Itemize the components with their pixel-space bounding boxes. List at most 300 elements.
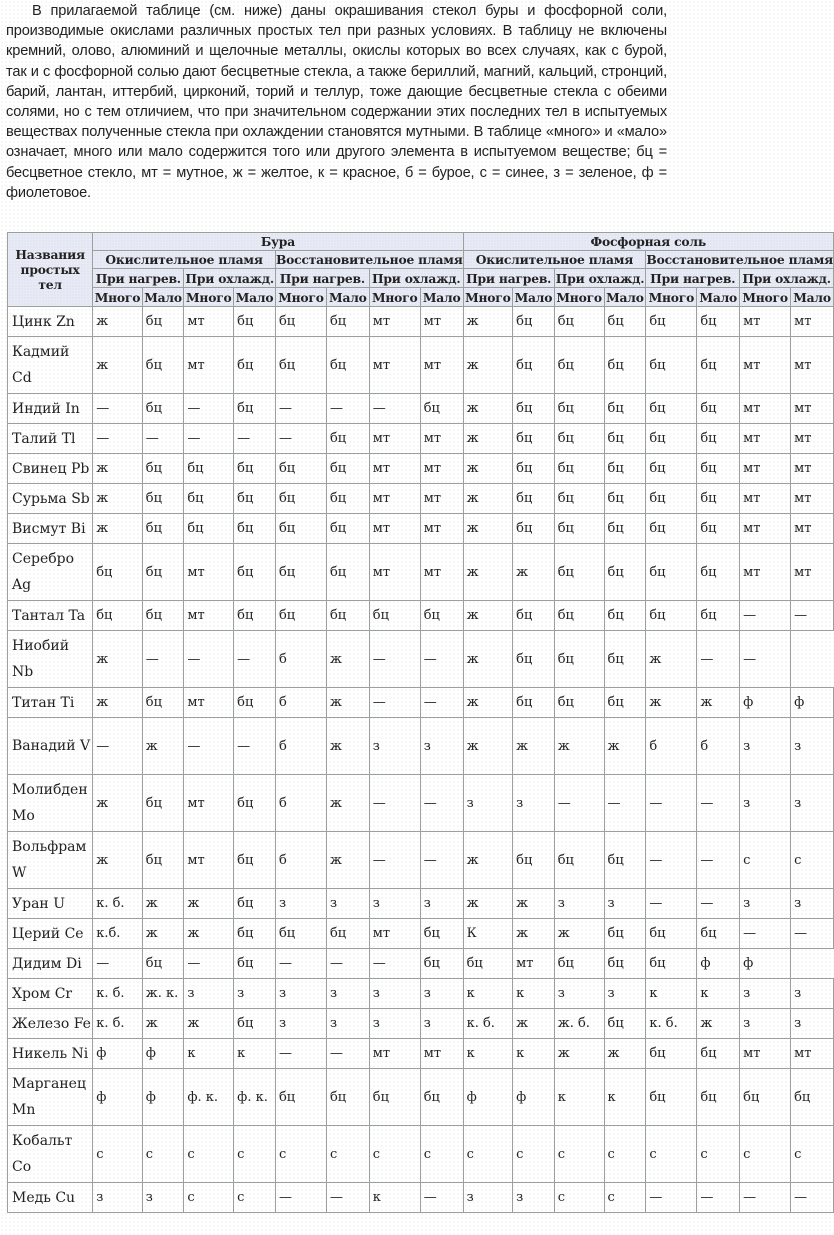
color-cell: бц — [697, 544, 740, 601]
color-cell: — — [234, 718, 276, 775]
table-row — [8, 1126, 834, 1183]
element-name-cell: Титан Ti — [8, 688, 93, 718]
color-cell: бц — [646, 307, 697, 337]
table-row — [8, 688, 834, 718]
color-cell: с — [184, 1183, 234, 1213]
header-condition-heating: При нагрев. — [646, 269, 740, 288]
color-cell: бц — [697, 307, 740, 337]
color-cell: з — [326, 979, 369, 1009]
color-cell: мт — [791, 307, 834, 337]
color-cell: с — [234, 1126, 276, 1183]
color-cell: к — [369, 1183, 420, 1213]
element-name-cell: Медь Cu — [8, 1183, 93, 1213]
color-cell: — — [142, 424, 184, 454]
color-cell: — — [326, 394, 369, 424]
table-row — [8, 979, 834, 1009]
color-cell: ж — [604, 718, 646, 775]
color-cell: ж — [513, 718, 555, 775]
color-cell: бц — [234, 484, 276, 514]
color-cell: бц — [513, 454, 555, 484]
color-cell: мт — [420, 454, 463, 484]
color-cell: бц — [234, 544, 276, 601]
color-cell: ж — [604, 1039, 646, 1069]
table-row — [8, 1039, 834, 1069]
color-cell: к. б. — [93, 979, 143, 1009]
color-cell: бц — [420, 601, 463, 631]
header-amount-much: Много — [646, 288, 697, 307]
header-amount-much: Много — [184, 288, 234, 307]
header-amount-much: Много — [94, 289, 141, 305]
color-cell: бц — [275, 544, 326, 601]
color-cell: ж — [463, 454, 513, 484]
color-cell: з — [369, 718, 420, 775]
color-cell: з — [554, 979, 604, 1009]
table-row — [8, 1009, 834, 1039]
color-cell: ф — [142, 1069, 184, 1126]
table-row — [8, 394, 834, 424]
color-cell: б — [646, 718, 697, 775]
color-cell: ф — [142, 1039, 184, 1069]
color-cell: с — [234, 1183, 276, 1213]
table-row — [8, 832, 834, 889]
color-cell: бц — [234, 307, 276, 337]
color-cell: — — [697, 832, 740, 889]
color-cell: — — [184, 394, 234, 424]
color-cell: — — [646, 889, 697, 919]
color-cell: бц — [234, 919, 276, 949]
header-condition-cooling: При охлажд. — [369, 269, 463, 288]
color-cell: бц — [697, 337, 740, 394]
color-cell: бц — [697, 1039, 740, 1069]
color-cell: бц — [234, 832, 276, 889]
color-cell: бц — [697, 514, 740, 544]
color-cell: с — [326, 1126, 369, 1183]
color-cell: ж — [463, 718, 513, 775]
color-cell: — — [275, 1183, 326, 1213]
color-cell: бц — [513, 688, 555, 718]
element-name-cell: Сурьма Sb — [8, 484, 93, 514]
color-cell: — — [646, 1183, 697, 1213]
color-cell: ж — [184, 919, 234, 949]
color-cell: ж — [513, 1009, 555, 1039]
color-cell: — — [369, 631, 420, 688]
color-cell: бц — [326, 514, 369, 544]
color-cell: бц — [142, 832, 184, 889]
color-cell: с — [275, 1126, 326, 1183]
color-cell: бц — [513, 307, 555, 337]
color-cell: ж — [463, 601, 513, 631]
color-cell: ж — [326, 832, 369, 889]
color-cell: бц — [234, 775, 276, 832]
color-cell: ж — [463, 394, 513, 424]
color-cell: з — [463, 1183, 513, 1213]
missing-cell — [791, 949, 834, 979]
color-cell: ж — [463, 514, 513, 544]
color-cell: — — [369, 775, 420, 832]
color-cell: — — [275, 1039, 326, 1069]
color-cell: мт — [184, 337, 234, 394]
color-cell: з — [369, 979, 420, 1009]
color-cell: — — [697, 631, 740, 688]
color-cell: бц — [604, 514, 646, 544]
color-cell: бц — [646, 337, 697, 394]
color-cell: мт — [184, 544, 234, 601]
color-cell: с — [604, 1126, 646, 1183]
color-cell: — — [93, 424, 143, 454]
color-cell: бц — [697, 394, 740, 424]
color-cell: ж — [184, 889, 234, 919]
color-cell: бц — [513, 337, 555, 394]
color-cell: бц — [604, 454, 646, 484]
table-row — [8, 718, 834, 775]
color-cell: з — [142, 1183, 184, 1213]
color-cell: мт — [740, 424, 791, 454]
color-cell: — — [791, 919, 834, 949]
header-amount-little: Мало — [234, 288, 276, 307]
color-cell: бц — [554, 514, 604, 544]
color-cell: бц — [604, 544, 646, 601]
table-row — [8, 307, 834, 337]
color-cell: бц — [554, 544, 604, 601]
color-cell: бц — [646, 1069, 697, 1126]
color-cell: — — [275, 424, 326, 454]
table-row — [8, 424, 834, 454]
color-cell: мт — [791, 544, 834, 601]
color-cell: мт — [740, 454, 791, 484]
color-cell: бц — [142, 307, 184, 337]
color-cell: ж — [463, 337, 513, 394]
color-cell: бц — [604, 1009, 646, 1039]
color-cell: — — [369, 688, 420, 718]
color-cell: бц — [697, 454, 740, 484]
color-cell: мт — [369, 919, 420, 949]
color-cell: бц — [234, 688, 276, 718]
color-cell: с — [697, 1126, 740, 1183]
color-cell: ж — [697, 688, 740, 718]
color-cell: бц — [326, 424, 369, 454]
color-cell: ж — [142, 889, 184, 919]
color-cell: с — [369, 1126, 420, 1183]
color-cell: — — [275, 394, 326, 424]
color-cell: бц — [326, 601, 369, 631]
color-cell: бц — [646, 1039, 697, 1069]
color-cell: бц — [646, 514, 697, 544]
color-cell: з — [369, 889, 420, 919]
color-cell: к — [697, 979, 740, 1009]
color-cell: з — [326, 1009, 369, 1039]
color-cell: бц — [184, 484, 234, 514]
header-amount-little: Мало — [697, 288, 740, 307]
color-cell: — — [420, 832, 463, 889]
color-cell: бц — [234, 601, 276, 631]
header-amount-little: Мало — [514, 289, 553, 305]
color-cell: бц — [646, 424, 697, 454]
color-cell: — — [791, 601, 834, 631]
color-cell: мт — [740, 307, 791, 337]
color-cell: бц — [554, 832, 604, 889]
color-cell: мт — [420, 514, 463, 544]
color-cell: ф — [513, 1069, 555, 1126]
color-cell: з — [791, 1009, 834, 1039]
header-amount-little: Мало — [326, 288, 369, 307]
color-cell: мт — [791, 337, 834, 394]
element-name-cell: Уран U — [8, 889, 93, 919]
color-cell: ж — [513, 919, 555, 949]
color-cell: бц — [142, 949, 184, 979]
color-cell: ж — [142, 718, 184, 775]
color-cell: б — [697, 718, 740, 775]
color-cell: б — [275, 631, 326, 688]
color-cell: бц — [142, 601, 184, 631]
color-cell: бц — [369, 601, 420, 631]
color-cell: мт — [369, 424, 420, 454]
color-cell: — — [604, 775, 646, 832]
color-cell: бц — [604, 601, 646, 631]
color-cell: ф. к. — [234, 1069, 276, 1126]
element-name-cell: Индий In — [8, 394, 93, 424]
header-amount-little: Мало — [791, 288, 834, 307]
color-cell: ж — [463, 832, 513, 889]
color-cell: бц — [275, 454, 326, 484]
table-row — [8, 949, 834, 979]
element-name-cell: Висмут Bi — [8, 514, 93, 544]
color-cell: бц — [275, 514, 326, 544]
table-row — [8, 484, 834, 514]
color-cell: бц — [142, 394, 184, 424]
color-cell: ж — [554, 919, 604, 949]
color-cell: з — [740, 979, 791, 1009]
color-cell: — — [697, 889, 740, 919]
color-cell: бц — [142, 514, 184, 544]
color-cell: бц — [604, 919, 646, 949]
color-cell: мт — [740, 484, 791, 514]
color-cell: ж — [554, 1039, 604, 1069]
color-cell: бц — [326, 919, 369, 949]
header-amount-little: Мало — [144, 289, 182, 305]
color-cell: — — [326, 949, 369, 979]
header-amount-much: Много — [369, 288, 420, 307]
color-cell: мт — [740, 514, 791, 544]
color-cell: бц — [234, 454, 276, 484]
color-cell: ж — [463, 631, 513, 688]
header-amount-much: Много — [465, 289, 511, 305]
color-cell: бц — [234, 514, 276, 544]
color-cell: с — [554, 1183, 604, 1213]
color-cell: бц — [604, 484, 646, 514]
color-cell: бц — [513, 424, 555, 454]
table-row — [8, 514, 834, 544]
element-name-cell: Цинк Zn — [8, 307, 93, 337]
header-group-phosphate-salt: Фосфорная соль — [463, 233, 833, 251]
color-cell: ж — [463, 307, 513, 337]
color-cell: — — [420, 775, 463, 832]
color-cell: ж — [554, 718, 604, 775]
color-cell: мт — [740, 1039, 791, 1069]
color-cell: бц — [513, 631, 555, 688]
color-cell: — — [93, 718, 143, 775]
color-cell: бц — [554, 601, 604, 631]
color-cell: бц — [275, 307, 326, 337]
color-cell: с — [554, 1126, 604, 1183]
color-cell: бц — [142, 484, 184, 514]
color-cell: бц — [420, 1069, 463, 1126]
color-cell: бц — [646, 601, 697, 631]
color-cell: к. б. — [93, 889, 143, 919]
color-cell: с — [420, 1126, 463, 1183]
color-cell: мт — [420, 1039, 463, 1069]
color-cell: мт — [184, 688, 234, 718]
color-cell: с — [791, 832, 834, 889]
color-cell: к — [184, 1039, 234, 1069]
color-cell: ж — [463, 424, 513, 454]
color-cell: с — [740, 832, 791, 889]
color-cell: бц — [275, 601, 326, 631]
color-cell: бц — [275, 484, 326, 514]
color-cell: — — [697, 1183, 740, 1213]
header-condition-heating: При нагрев. — [93, 269, 184, 288]
color-cell: бц — [554, 631, 604, 688]
glass-coloration-table — [7, 232, 834, 1213]
table-row — [8, 544, 834, 601]
color-cell: ж — [184, 1009, 234, 1039]
color-cell: — — [646, 775, 697, 832]
color-cell: мт — [369, 514, 420, 544]
color-cell: бц — [554, 454, 604, 484]
color-cell: — — [234, 424, 276, 454]
element-name-cell: Тантал Ta — [8, 601, 93, 631]
color-cell: мт — [184, 307, 234, 337]
color-cell: бц — [420, 919, 463, 949]
color-cell: з — [275, 1009, 326, 1039]
header-flame-oxidizing: Окислительное пламя — [93, 251, 276, 269]
color-cell: — — [142, 631, 184, 688]
color-cell: бц — [646, 544, 697, 601]
color-cell: ж — [463, 688, 513, 718]
color-cell: ф — [93, 1069, 143, 1126]
color-cell: мт — [420, 424, 463, 454]
color-cell: з — [420, 979, 463, 1009]
color-cell: мт — [369, 307, 420, 337]
color-cell: б — [275, 832, 326, 889]
color-cell: — — [740, 1183, 791, 1213]
color-cell: б — [275, 718, 326, 775]
color-cell: к. б. — [463, 1009, 513, 1039]
color-cell: бц — [513, 514, 555, 544]
color-cell: ж — [697, 1009, 740, 1039]
color-cell: бц — [604, 949, 646, 979]
color-cell: — — [646, 832, 697, 889]
header-flame-reducing: Восстановительное пламя — [275, 252, 463, 267]
color-cell: бц — [93, 601, 143, 631]
element-name-cell: Талий Tl — [8, 424, 93, 454]
color-cell: — — [420, 631, 463, 688]
color-cell: бц — [369, 1069, 420, 1126]
color-cell: з — [740, 775, 791, 832]
color-cell: ф — [463, 1069, 513, 1126]
color-cell: мт — [369, 544, 420, 601]
color-cell: ж — [326, 775, 369, 832]
table-row — [8, 889, 834, 919]
color-cell: бц — [604, 688, 646, 718]
color-cell: — — [420, 688, 463, 718]
color-cell: ж — [142, 919, 184, 949]
color-cell: мт — [184, 601, 234, 631]
color-cell: — — [234, 631, 276, 688]
element-name-cell: Железо Fe — [8, 1009, 93, 1039]
color-cell: з — [513, 1183, 555, 1213]
element-name-cell: Ванадий V — [8, 718, 93, 775]
color-cell: — — [326, 1183, 369, 1213]
color-cell: ж — [646, 631, 697, 688]
color-cell: ж — [326, 631, 369, 688]
color-cell: з — [791, 889, 834, 919]
color-cell: з — [791, 775, 834, 832]
header-amount-much: Много — [554, 288, 604, 307]
color-cell: з — [326, 889, 369, 919]
element-name-cell: Серебро Ag — [8, 544, 93, 601]
element-name-cell: Дидим Di — [8, 949, 93, 979]
color-cell: бц — [554, 424, 604, 454]
color-cell: з — [420, 1009, 463, 1039]
color-cell: ж — [326, 718, 369, 775]
color-cell: з — [184, 979, 234, 1009]
element-name-cell: Никель Ni — [8, 1039, 93, 1069]
color-cell: ж — [93, 775, 143, 832]
color-cell: бц — [275, 1069, 326, 1126]
color-cell: — — [791, 1183, 834, 1213]
color-cell: бц — [275, 337, 326, 394]
color-cell: бц — [513, 394, 555, 424]
color-cell: с — [791, 1126, 834, 1183]
color-cell: к — [234, 1039, 276, 1069]
color-cell: к — [646, 979, 697, 1009]
color-cell: — — [369, 394, 420, 424]
header-condition-cooling: При охлажд. — [555, 270, 645, 286]
color-cell: бц — [604, 394, 646, 424]
color-cell: — — [93, 394, 143, 424]
table-row — [8, 454, 834, 484]
color-cell: бц — [604, 337, 646, 394]
color-cell: мт — [369, 454, 420, 484]
color-cell: мт — [740, 337, 791, 394]
color-cell: з — [420, 889, 463, 919]
element-name-cell: Хром Cr — [8, 979, 93, 1009]
color-cell: — — [184, 424, 234, 454]
color-cell: мт — [791, 484, 834, 514]
color-cell: ж — [93, 454, 143, 484]
color-cell: з — [369, 1009, 420, 1039]
color-cell: бц — [142, 775, 184, 832]
color-cell: ж — [93, 337, 143, 394]
color-cell: з — [463, 775, 513, 832]
color-cell: мт — [369, 337, 420, 394]
header-element-names: Названия простых тел — [8, 233, 93, 307]
color-cell: ж — [326, 688, 369, 718]
color-cell: бц — [554, 394, 604, 424]
color-cell: к. б. — [646, 1009, 697, 1039]
color-cell: мт — [184, 775, 234, 832]
header-condition-heating: При нагрев. — [275, 269, 369, 288]
color-cell: з — [93, 1183, 143, 1213]
color-cell: — — [275, 949, 326, 979]
table-row — [8, 337, 834, 394]
color-cell: — — [554, 775, 604, 832]
color-cell: — — [184, 949, 234, 979]
color-cell: ж — [93, 832, 143, 889]
element-name-cell: Марганец Mn — [8, 1069, 93, 1126]
color-cell: бц — [234, 1009, 276, 1039]
color-cell: ж — [93, 484, 143, 514]
